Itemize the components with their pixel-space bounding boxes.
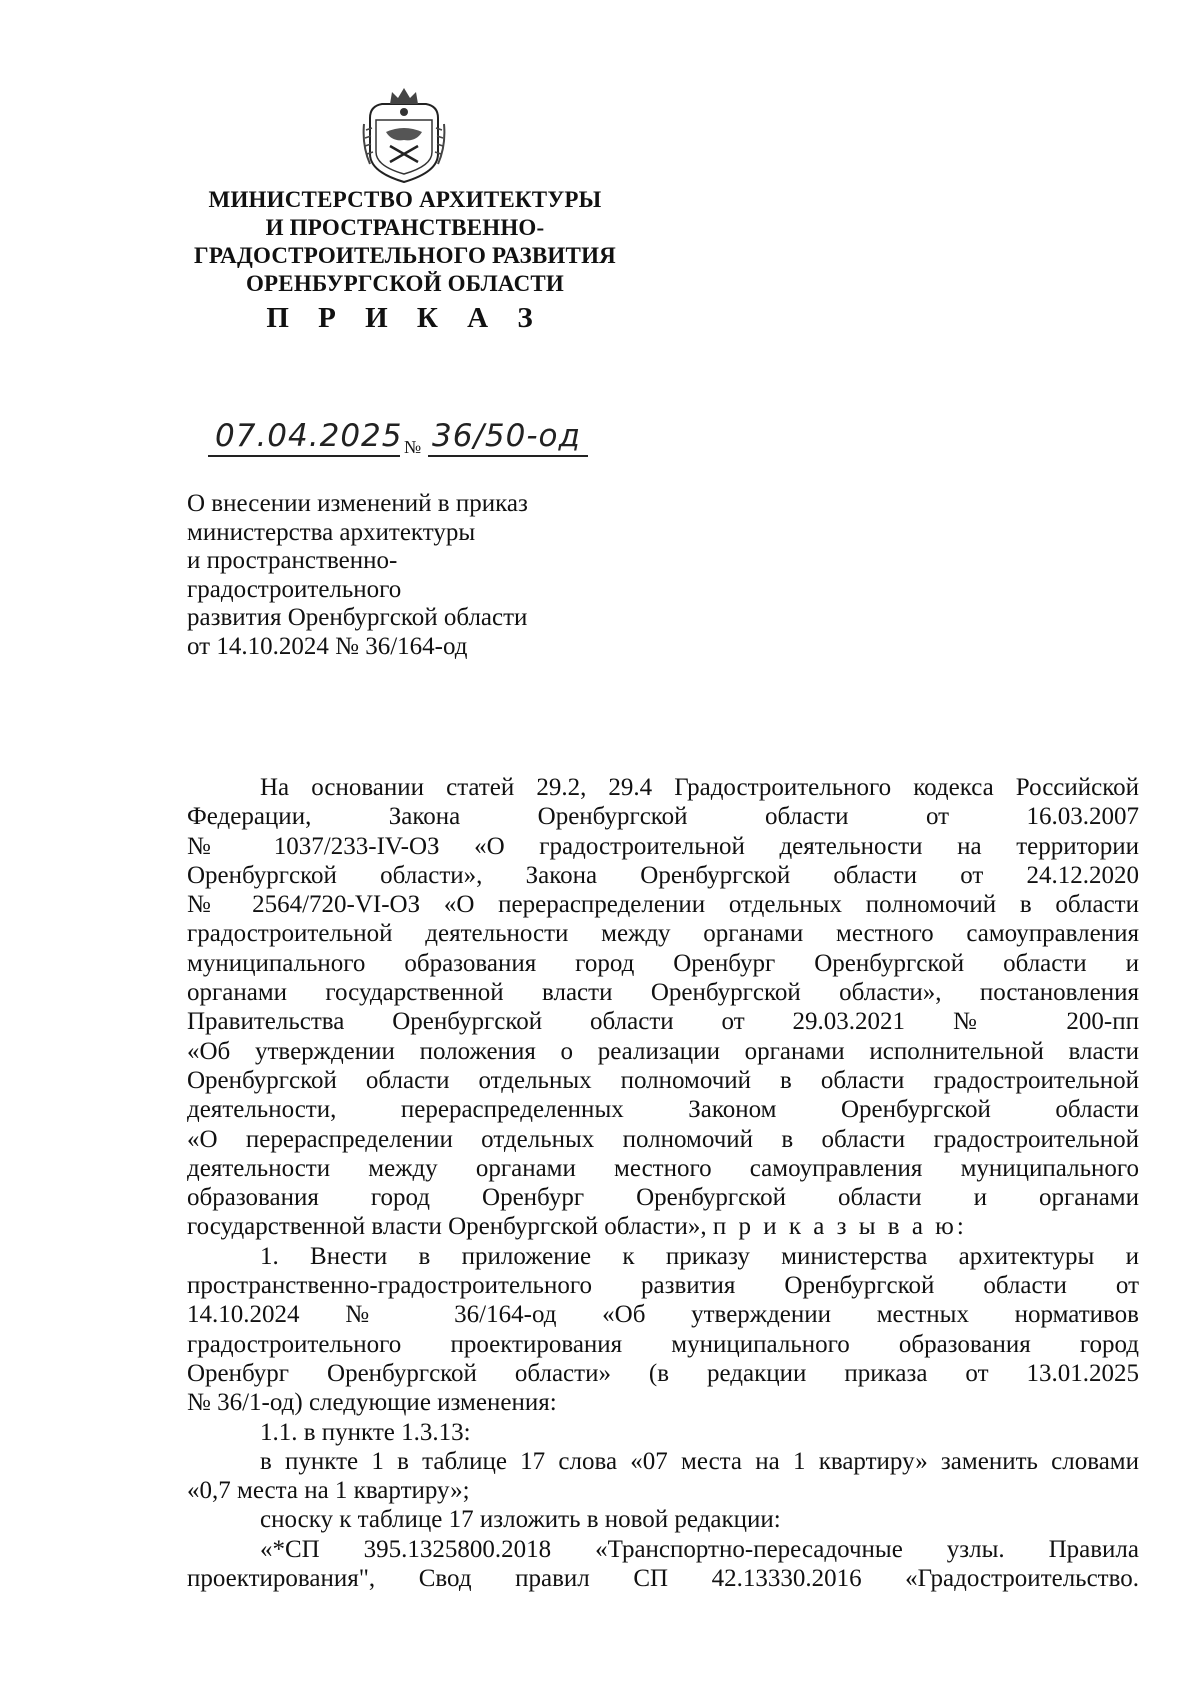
body-line: № 36/1-од) следующие изменения: [187,1389,557,1417]
coat-of-arms-emblem [360,84,448,184]
ministry-header-line-2: И ПРОСТРАНСТВЕННО- [265,215,545,240]
body-line: в пункте 1 в таблице 17 слова «07 места на 1 квартиру» заменить словами [260,1447,1139,1475]
body-line: Федерации, Закона Оренбургской области от 16.03.2007 [187,803,1139,831]
number-sign: № [404,437,422,457]
subject-block [187,490,607,662]
body-line: Оренбург Оренбургской области» (в редакции приказа от 13.01.2025 [187,1359,1139,1387]
body-line: деятельности между органами местного самоуправления муниципального [187,1154,1139,1182]
registration-date: 07.04.2025 [215,418,403,454]
body-line: муниципального образования город Оренбург Оренбургской области и [187,949,1139,977]
body-line: На основании статей 29.2, 29.4 Градостроительного кодекса Российской [260,774,1139,801]
subject-line: О внесении изменений в приказ [187,490,528,517]
body-line: Правительства Оренбургской области от 29.03.2021 № 200-пп [187,1008,1139,1036]
subject-line: от 14.10.2024 № 36/164-од [187,632,468,660]
body-line: сноску к таблице 17 изложить в новой редакции: [260,1506,781,1534]
body-line: 1.1. в пункте 1.3.13: [260,1418,471,1446]
body-line: Оренбургской области», Закона Оренбургской области от 24.12.2020 [187,861,1139,889]
date-underline [208,455,400,457]
ministry-header-line-3: ГРАДОСТРОИТЕЛЬНОГО РАЗВИТИЯ [194,243,616,268]
body-line: «0,7 места на 1 квартиру»; [187,1477,470,1505]
order-word: п р и к а з ы в а ю: [712,1213,967,1241]
ministry-header-line-1: МИНИСТЕРСТВО АРХИТЕКТУРЫ [208,187,602,212]
body-line-text: государственной власти Оренбургской области», [187,1213,707,1241]
subject-line: и пространственно- [187,547,398,575]
body-line: пространственно-градостроительного развития Оренбургской области от [187,1272,1139,1300]
body-line: 14.10.2024 № 36/164-од «Об утверждении местных нормативов [187,1301,1139,1329]
body-line: органами государственной власти Оренбургской области», постановления [187,979,1139,1007]
body-text [187,773,1139,1593]
body-line: № 1037/233-IV-ОЗ «О градостроительной деятельности на территории [187,832,1139,860]
body-line: № 2564/720-VI-ОЗ «О перераспределении отдельных полномочий в области [187,891,1139,919]
body-line: «Об утверждении положения о реализации органами исполнительной власти [187,1037,1139,1065]
ministry-header [150,186,660,298]
body-line: деятельности, перераспределенных Законом Оренбургской области [187,1096,1139,1124]
body-line-order [187,1212,1139,1241]
body-line: Оренбургской области отдельных полномочий в области градостроительной [187,1066,1139,1094]
body-line: «*СП 395.1325800.2018 «Транспортно-пересадочные узлы. Правила [260,1535,1139,1563]
ministry-header-line-4: ОРЕНБУРГСКОЙ ОБЛАСТИ [245,271,565,296]
body-line: 1. Внести в приложение к приказу министерства архитектуры и [260,1242,1139,1270]
document-title: П Р И К А З [266,302,544,334]
registration-number: 36/50-од [432,418,581,454]
body-line: градостроительной деятельности между органами местного самоуправления [187,920,1139,948]
body-line: проектирования", Свод правил СП 42.13330.2016 «Градостроительство. [187,1565,1139,1593]
subject-line: развития Оренбургской области [187,604,528,632]
body-line: образования город Оренбург Оренбургской области и органами [187,1184,1139,1212]
number-underline [428,455,588,457]
subject-line: министерства архитектуры [187,518,476,546]
subject-line: градостроительного [187,575,402,603]
body-line: «О перераспределении отдельных полномочий в области градостроительной [187,1125,1139,1153]
body-line: градостроительного проектирования муниципального образования город [187,1330,1139,1358]
